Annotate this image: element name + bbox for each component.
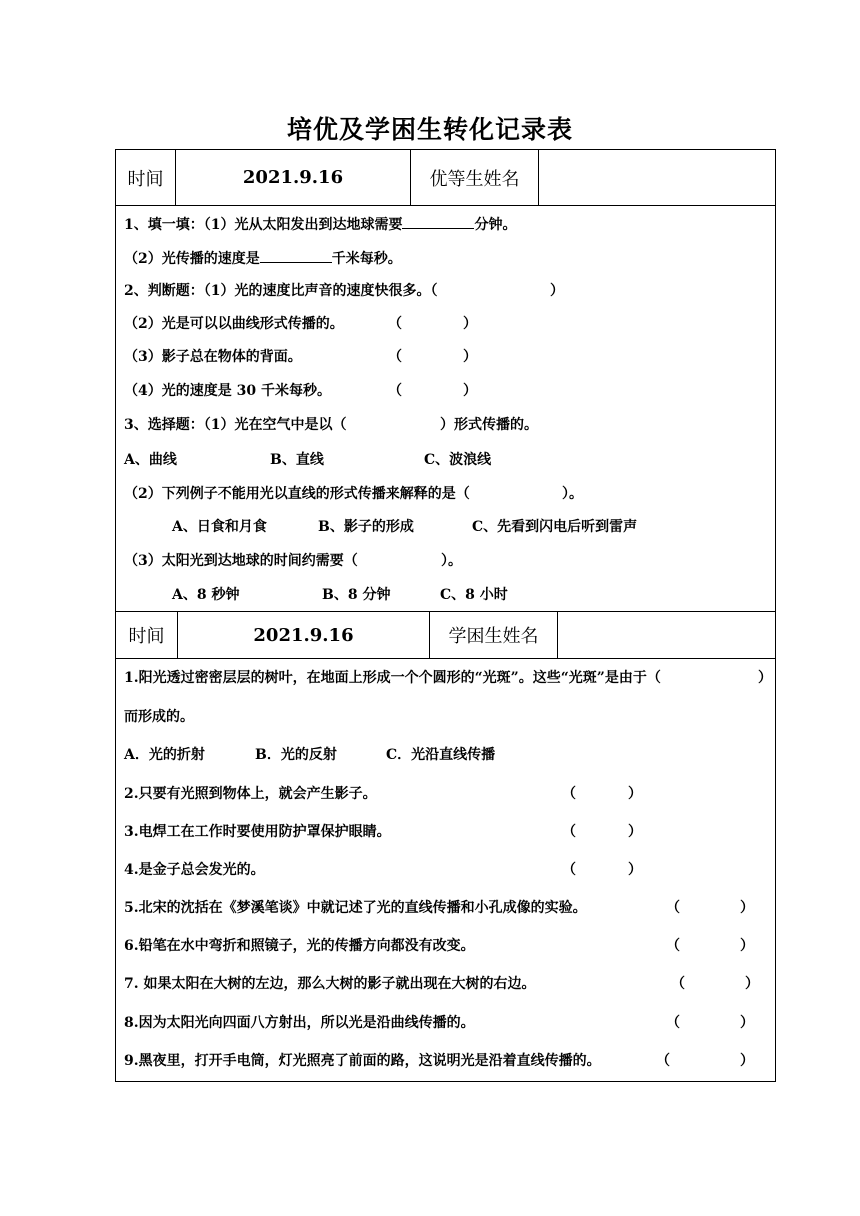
- top-date: 2021.9.16: [242, 167, 344, 188]
- top-q2-close: ）: [550, 283, 564, 299]
- top-q1: [124, 214, 516, 235]
- bottom-q5: 5.北宋的沈括在《梦溪笔谈》中就记述了光的直线传播和小孔成像的实验。: [124, 900, 587, 916]
- top-q1b-unit: 千米每秒。: [331, 251, 402, 267]
- bottom-q1-line1: 1.阳光透过密密层层的树叶，在地面上形成一个个圆形的“光斑”。这些“光斑”是由于（: [124, 670, 661, 686]
- bottom-q4-close: ）: [628, 862, 642, 878]
- top-name-label: 优等生姓名: [429, 168, 520, 190]
- bottom-date: 2021.9.16: [253, 624, 354, 646]
- bottom-q8: 8.因为太阳光向四面八方射出，所以光是沿曲线传播的。: [124, 1015, 475, 1031]
- bottom-q2-open: （: [562, 786, 576, 802]
- bottom-q2: 2.只要有光照到物体上，就会产生影子。: [124, 786, 377, 802]
- bottom-q2-close: ）: [628, 786, 642, 802]
- top-q3b-opt-c: C、先看到闪电后听到雷声: [472, 519, 638, 535]
- top-q3c-tail: ）。: [441, 553, 462, 569]
- top-q3b-tail: ）。: [562, 486, 583, 502]
- top-q3-tail: ）形式传播的。: [440, 417, 538, 433]
- bottom-q8-close: ）: [740, 1015, 754, 1031]
- bottom-q7-close: ）: [745, 976, 759, 992]
- top-q3c-opt-a: A、8 秒钟: [172, 587, 240, 603]
- top-header-divider: [115, 205, 776, 206]
- top-q1b-blank[interactable]: [260, 248, 332, 263]
- top-q2-intro: 2、判断题：（1）光的速度比声音的速度快很多。（: [124, 283, 438, 299]
- top-q3: 3、选择题：（1）光在空气中是以（: [124, 417, 347, 433]
- bottom-q1-opt-b: B．光的反射: [255, 747, 337, 763]
- top-time-label: 时间: [127, 168, 164, 190]
- top-q1-intro: 1、填一填：（1）光从太阳发出到达地球需要: [124, 217, 403, 233]
- top-q3c-opt-b: B、8 分钟: [322, 587, 391, 603]
- top-q3c: （3）太阳光到达地球的时间约需要（: [124, 553, 358, 569]
- bottom-q5-open: （: [666, 900, 680, 916]
- top-q3c-opt-c: C、8 小时: [440, 587, 508, 603]
- bottom-q1-opt-c: C．光沿直线传播: [386, 747, 496, 763]
- bottom-q1-close: ）: [758, 670, 772, 686]
- bottom-q3-close: ）: [628, 824, 642, 840]
- top-q1b-intro: （2）光传播的速度是: [124, 251, 260, 267]
- bottom-q9-open: （: [656, 1053, 670, 1069]
- bottom-q6-close: ）: [740, 938, 754, 954]
- top-q2d-open: （: [388, 383, 402, 399]
- top-q1b: [124, 248, 402, 269]
- bottom-q3: 3.电焊工在工作时要使用防护罩保护眼睛。: [124, 824, 391, 840]
- top-q2c: （3）影子总在物体的背面。: [124, 349, 302, 365]
- bottom-header-divider: [115, 658, 776, 659]
- top-q3-opt-c: C、波浪线: [424, 452, 492, 468]
- bottom-q4: 4.是金子总会发光的。: [124, 862, 265, 878]
- top-q3b: （2）下列例子不能用光以直线的形式传播来解释的是（: [124, 486, 470, 502]
- top-q3-opt-b: B、直线: [270, 452, 324, 468]
- top-q2b-close: ）: [463, 316, 477, 332]
- top-q2b: （2）光是可以以曲线形式传播的。: [124, 316, 344, 332]
- top-name-value[interactable]: [539, 150, 775, 205]
- page-title: 培优及学困生转化记录表: [286, 115, 573, 144]
- top-q2d: （4）光的速度是 30 千米每秒。: [124, 383, 331, 399]
- top-q1-blank[interactable]: [402, 214, 474, 229]
- bottom-q9-close: ）: [740, 1053, 754, 1069]
- top-q2c-open: （: [388, 349, 402, 365]
- bottom-q6-open: （: [666, 938, 680, 954]
- bottom-time-label: 时间: [128, 626, 165, 647]
- top-q3b-opt-b: B、影子的形成: [318, 519, 414, 535]
- top-q2d-close: ）: [463, 383, 477, 399]
- top-q1-unit: 分钟。: [474, 217, 517, 233]
- bottom-q7-open: （: [671, 976, 685, 992]
- top-q3b-opt-a: A、日食和月食: [172, 519, 267, 535]
- bottom-q6: 6.铅笔在水中弯折和照镜子，光的传播方向都没有改变。: [124, 938, 475, 954]
- bottom-q1-opt-a: A．光的折射: [124, 747, 205, 763]
- top-q2b-open: （: [388, 316, 402, 332]
- bottom-name-value[interactable]: [558, 612, 775, 658]
- top-q3-opt-a: A、曲线: [124, 452, 177, 468]
- bottom-q9: 9.黑夜里，打开手电筒，灯光照亮了前面的路，这说明光是沿着直线传播的。: [124, 1053, 601, 1069]
- bottom-name-label: 学困生姓名: [448, 626, 539, 647]
- bottom-q8-open: （: [666, 1015, 680, 1031]
- top-q2: [124, 281, 437, 301]
- bottom-q4-open: （: [562, 862, 576, 878]
- bottom-q5-close: ）: [740, 900, 754, 916]
- bottom-q7: 7. 如果太阳在大树的左边，那么大树的影子就出现在大树的右边。: [124, 976, 536, 992]
- bottom-q3-open: （: [562, 824, 576, 840]
- top-q2c-close: ）: [463, 349, 477, 365]
- bottom-q1-line2: 而形成的。: [124, 709, 194, 725]
